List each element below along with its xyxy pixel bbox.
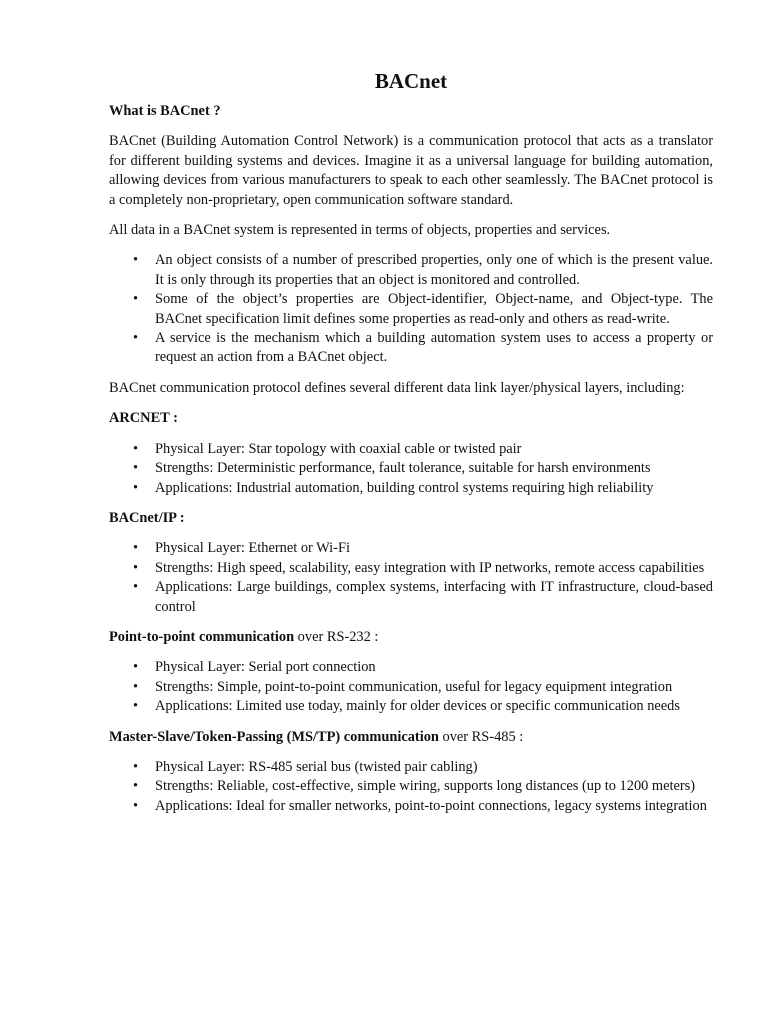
list-item-text: Strengths: Simple, point-to-point communication, useful for legacy equipment integration xyxy=(155,678,673,695)
list-item-text: An object consists of a number of prescribed properties, only one of which is the present value. It is only through its properties that an object is monitored and controlled. xyxy=(155,252,713,288)
bullet-icon: • xyxy=(133,797,139,814)
list-item xyxy=(109,697,713,716)
bullet-icon: • xyxy=(133,479,139,496)
list-item-text: Applications: Limited use today, mainly for older devices or specific communication needs xyxy=(155,698,680,715)
bullet-icon: • xyxy=(133,460,139,477)
bullet-icon: • xyxy=(133,252,139,269)
list-item-text: Applications: Ideal for smaller networks, point-to-point connections, legacy systems integration xyxy=(155,797,707,814)
bullet-icon: • xyxy=(133,659,139,676)
bacnet-ip-heading xyxy=(109,509,713,528)
list-item xyxy=(109,539,713,558)
list-item xyxy=(109,797,713,816)
list-item xyxy=(109,440,713,459)
list-item-text: Applications: Industrial automation, building control systems requiring high reliability xyxy=(155,479,654,496)
list-item-text: Physical Layer: Star topology with coaxial cable or twisted pair xyxy=(155,440,522,457)
bullet-icon: • xyxy=(133,440,139,457)
list-item xyxy=(109,658,713,677)
what-is-heading: What is BACnet ? xyxy=(109,103,221,119)
list-item-text: Strengths: Reliable, cost-effective, simple wiring, supports long distances (up to 1200 meters) xyxy=(155,778,696,795)
arcnet-bullet-list xyxy=(109,440,713,498)
bullet-icon: • xyxy=(133,579,139,596)
ms-tp-heading xyxy=(109,728,713,747)
bullet-icon: • xyxy=(133,540,139,557)
list-item-text: A service is the mechanism which a building automation system uses to access a property or request an action from a BACnet object. xyxy=(155,330,713,366)
list-item xyxy=(109,777,713,796)
object-bullet-list xyxy=(109,251,713,367)
list-item-text: Physical Layer: Ethernet or Wi-Fi xyxy=(155,540,350,557)
intro-paragraph: BACnet (Building Automation Control Network) is a communication protocol that acts as a translator for different building systems and devices. Imagine it as a universal language for building automation, allowing devices from various manufacturers to speak to each other seamlessly. The BACnet protocol is a completely non-proprietary, open communication software standard. xyxy=(109,133,713,208)
list-item xyxy=(109,329,713,368)
section-heading-plain: over RS-485 : xyxy=(438,728,524,745)
list-item xyxy=(109,559,713,578)
bullet-icon: • xyxy=(133,758,139,775)
section-heading-bold: Point-to-point communication xyxy=(109,628,295,645)
section-heading-bold: ARCNET : xyxy=(109,410,178,427)
list-item-text: Strengths: High speed, scalability, easy integration with IP networks, remote access capabilities xyxy=(155,559,705,576)
list-item xyxy=(109,678,713,697)
bacnet-ip-bullet-list xyxy=(109,539,713,617)
layers-paragraph: BACnet communication protocol defines several different data link layer/physical layers, including: xyxy=(109,379,685,396)
page-title: BACnet xyxy=(374,69,448,93)
list-item-text: Applications: Large buildings, complex systems, interfacing with IT infrastructure, cloud-based control xyxy=(155,579,713,615)
bullet-icon: • xyxy=(133,559,139,576)
list-item xyxy=(109,578,713,617)
bullet-icon: • xyxy=(133,698,139,715)
section-heading-plain: over RS-232 : xyxy=(294,628,379,645)
bullet-icon: • xyxy=(133,678,139,695)
data-paragraph: All data in a BACnet system is represented in terms of objects, properties and services. xyxy=(109,222,611,239)
list-item-text: Physical Layer: Serial port connection xyxy=(155,659,376,676)
point-to-point-heading xyxy=(109,628,713,647)
bullet-icon: • xyxy=(133,778,139,795)
list-item xyxy=(109,479,713,498)
ms-tp-bullet-list xyxy=(109,758,713,816)
section-heading-bold: Master-Slave/Token-Passing (MS/TP) communication xyxy=(109,728,439,745)
point-to-point-bullet-list xyxy=(109,658,713,716)
list-item-text: Some of the object’s properties are Object-identifier, Object-name, and Object-type. The BACnet specification limit defines some properties as read-only and others as read-write. xyxy=(155,291,713,327)
arcnet-heading xyxy=(109,409,713,428)
section-heading-bold: BACnet/IP : xyxy=(109,509,185,526)
list-item xyxy=(109,290,713,329)
list-item-text: Physical Layer: RS-485 serial bus (twisted pair cabling) xyxy=(155,758,478,775)
list-item xyxy=(109,758,713,777)
document-page xyxy=(109,66,713,827)
bullet-icon: • xyxy=(133,330,139,347)
bullet-icon: • xyxy=(133,291,139,308)
list-item xyxy=(109,459,713,478)
list-item xyxy=(109,251,713,290)
list-item-text: Strengths: Deterministic performance, fault tolerance, suitable for harsh environments xyxy=(155,460,651,477)
